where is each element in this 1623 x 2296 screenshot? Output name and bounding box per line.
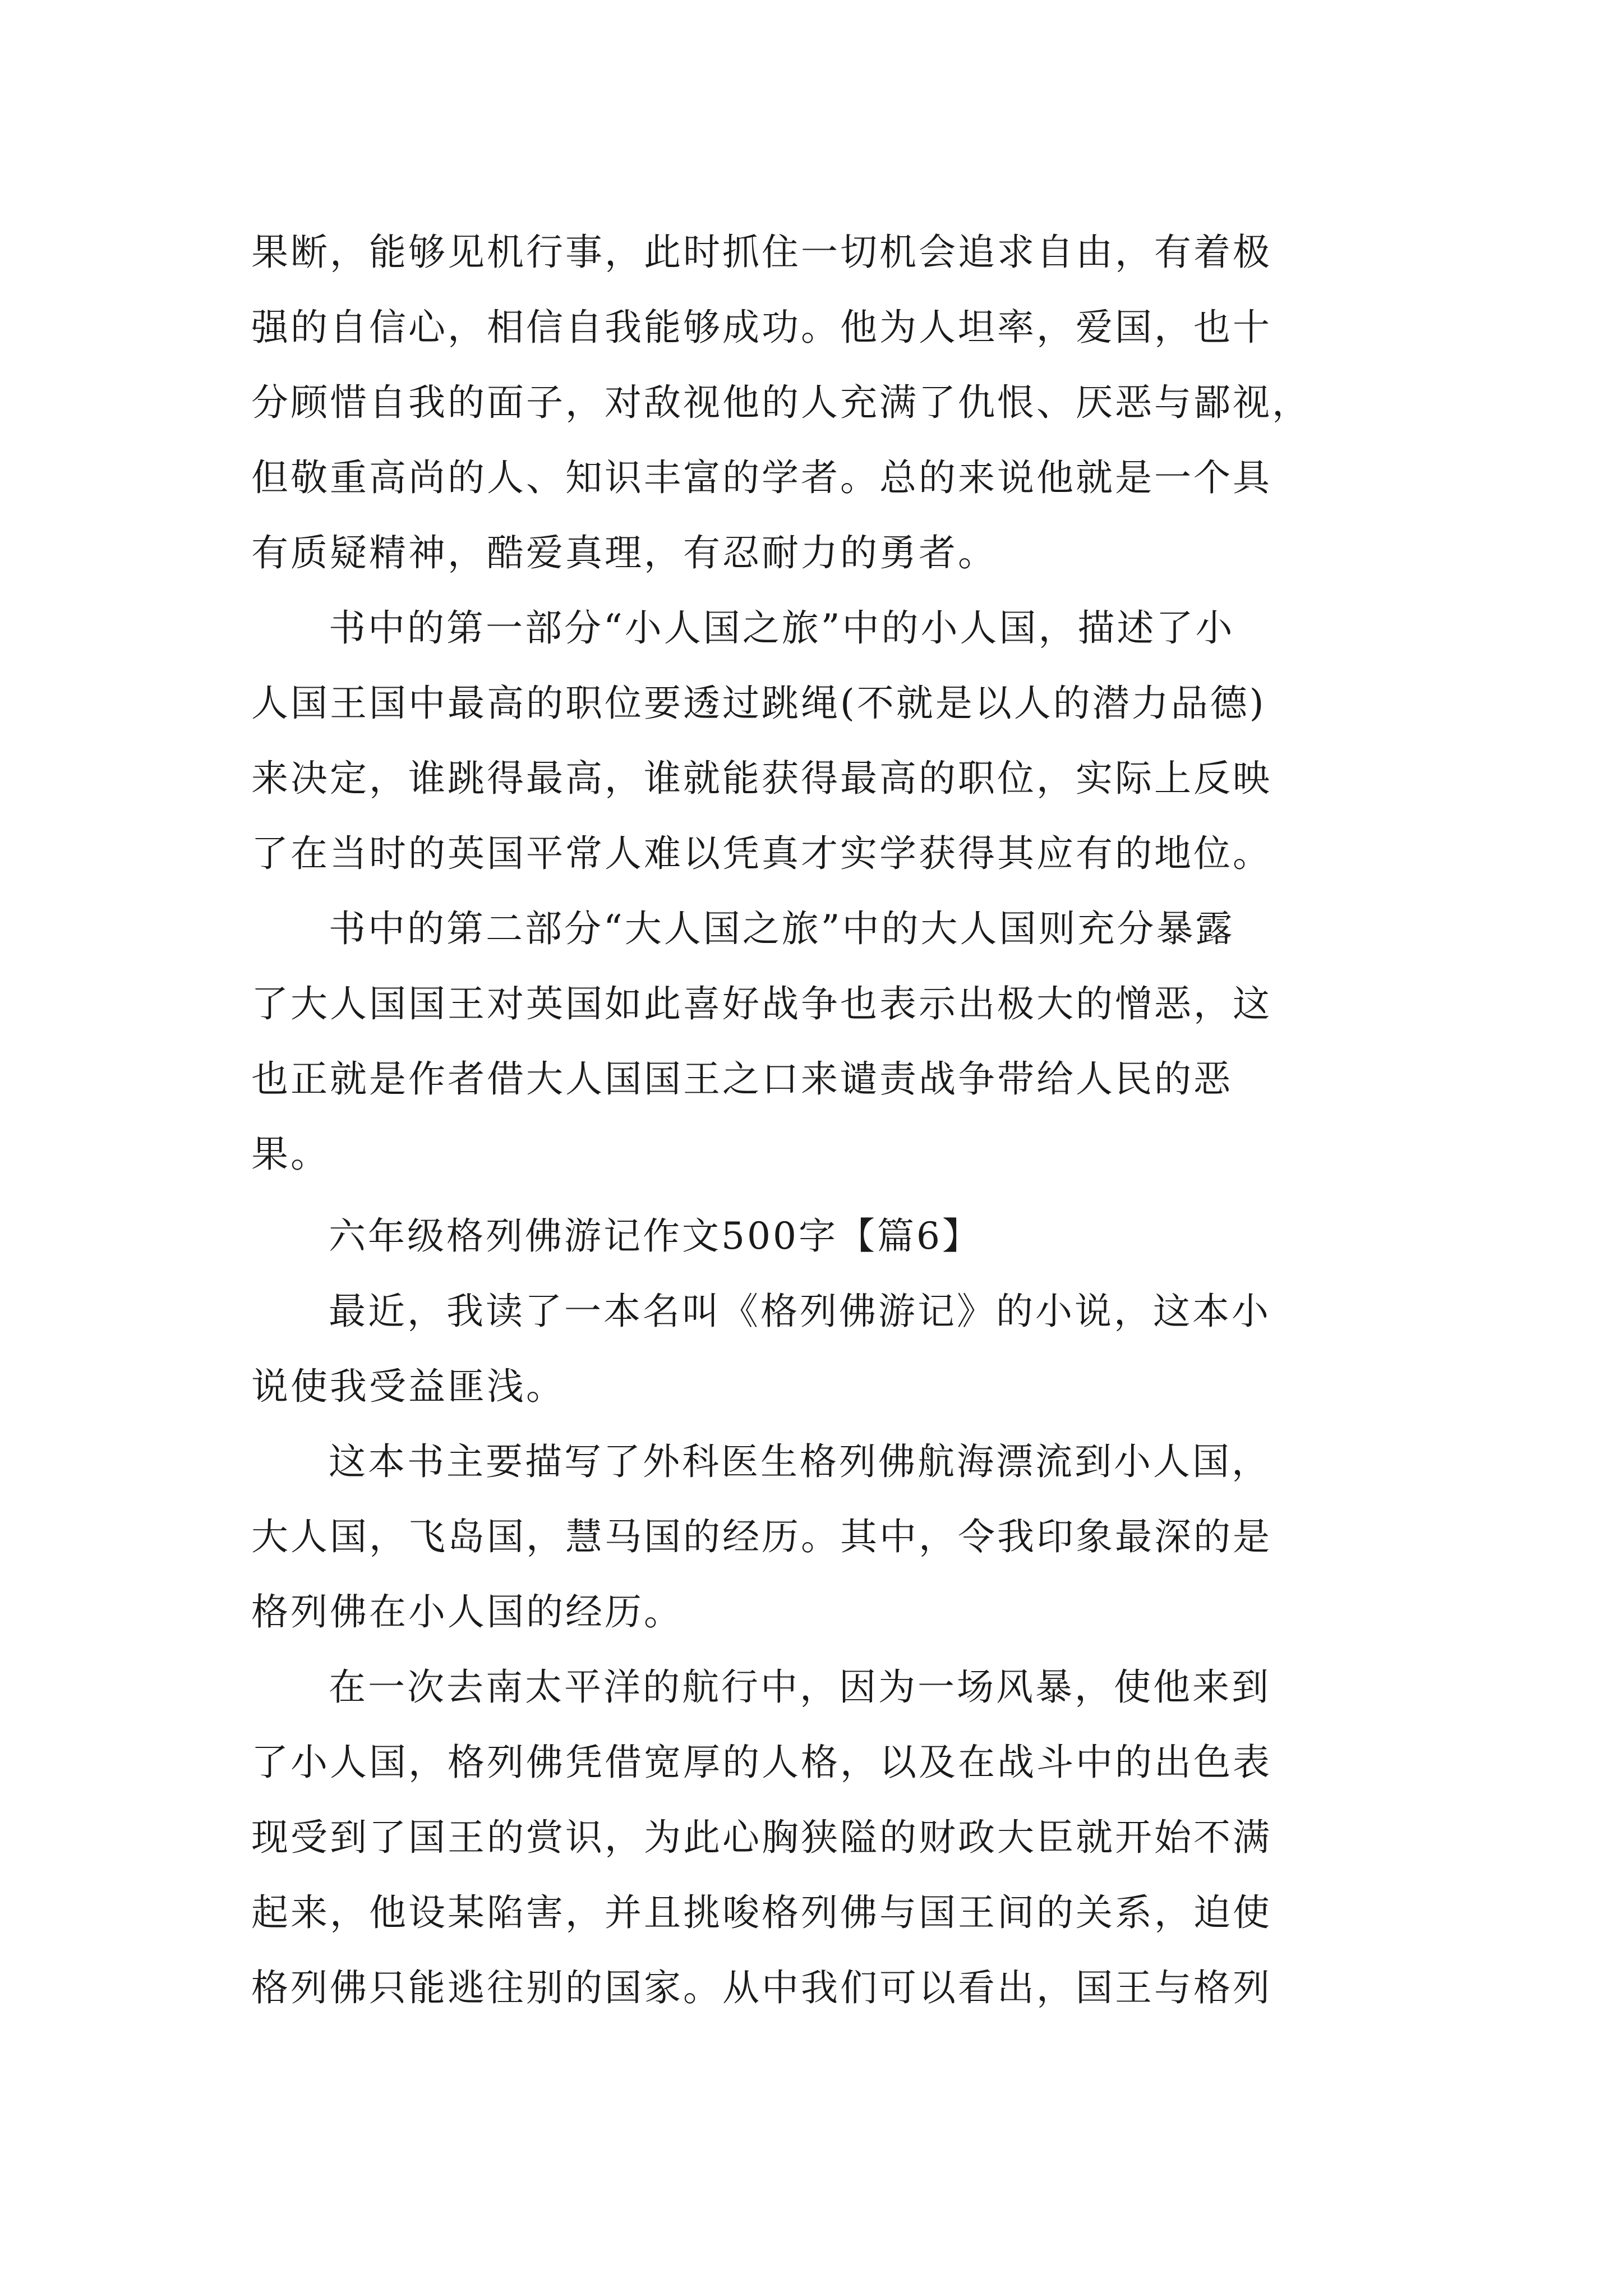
section-heading: 六年级格列佛游记作文500字【篇6】 xyxy=(329,1214,981,1258)
text-line: 格列佛在小人国的经历。 xyxy=(251,1590,683,1634)
text-line: 分顾惜自我的面子，对敌视他的人充满了仇恨、厌恶与鄙视， xyxy=(251,381,1311,424)
text-line: 了大人国国王对英国如此喜好战争也表示出极大的憎恶，这 xyxy=(251,982,1272,1025)
text-line: 人国王国中最高的职位要透过跳绳(不就是以人的潜力品德) xyxy=(251,682,1266,725)
text-line: 来决定，谁跳得最高，谁就能获得最高的职位，实际上反映 xyxy=(251,757,1272,800)
paragraph-first-line: 最近，我读了一本名叫《格列佛游记》的小说，这本小 xyxy=(329,1290,1271,1333)
paragraph-first-line: 书中的第二部分“大人国之旅”中的大人国则充分暴露 xyxy=(329,907,1235,950)
text-line: 也正就是作者借大人国国王之口来谴责战争带给人民的恶 xyxy=(251,1057,1233,1101)
text-line: 但敬重高尚的人、知识丰富的学者。总的来说他就是一个具 xyxy=(251,456,1272,499)
text-line: 现受到了国王的赏识，为此心胸狭隘的财政大臣就开始不满 xyxy=(251,1816,1272,1859)
document-body xyxy=(251,215,1390,2026)
text-line: 格列佛只能逃往别的国家。从中我们可以看出，国王与格列 xyxy=(251,1966,1272,2009)
paragraph-first-line: 这本书主要描写了外科医生格列佛航海漂流到小人国， xyxy=(329,1440,1271,1483)
text-line: 了小人国，格列佛凭借宽厚的人格，以及在战斗中的出色表 xyxy=(251,1741,1272,1784)
text-line: 大人国，飞岛国，慧马国的经历。其中，令我印象最深的是 xyxy=(251,1515,1272,1558)
paragraph-first-line: 书中的第一部分“小人国之旅”中的小人国，描述了小 xyxy=(329,606,1235,650)
text-line: 强的自信心，相信自我能够成功。他为人坦率，爱国，也十 xyxy=(251,306,1272,349)
paragraph-first-line: 在一次去南太平洋的航行中，因为一场风暴，使他来到 xyxy=(329,1665,1271,1709)
text-line: 了在当时的英国平常人难以凭真才实学获得其应有的地位。 xyxy=(251,832,1272,875)
text-line: 有质疑精神，酷爱真理，有忍耐力的勇者。 xyxy=(251,531,997,574)
text-line: 说使我受益匪浅。 xyxy=(251,1365,565,1408)
text-line: 果。 xyxy=(251,1133,330,1176)
text-line: 果断，能够见机行事，此时抓住一切机会追求自由，有着极 xyxy=(251,231,1272,274)
text-line: 起来，他设某陷害，并且挑唆格列佛与国王间的关系，迫使 xyxy=(251,1891,1272,1934)
